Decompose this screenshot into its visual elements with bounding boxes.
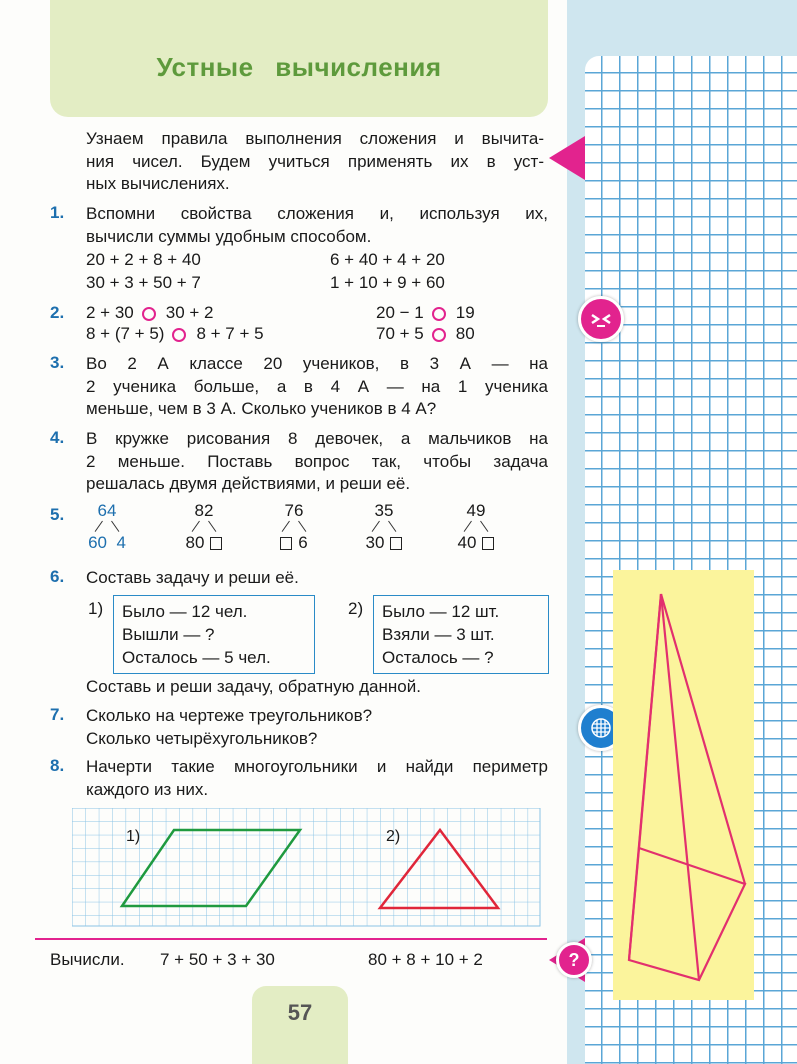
task-number: 4.: [50, 428, 65, 447]
page-number-tab: [252, 986, 348, 1064]
task1-text: Вспомни свойства сложения и, используя их, вычисли суммы удобным способом.: [86, 204, 548, 246]
compare-circle-icon: [432, 307, 446, 321]
polygon-grid: [72, 808, 542, 928]
task4-text: В кружке рисования 8 девочек, а мальчиков на 2 меньше. Поставь вопрос так, чтобы задача решалась двумя действиями, и реши её.: [86, 429, 548, 493]
expression: 80 + 8 + 10 + 2: [368, 950, 483, 969]
divider: [35, 938, 547, 940]
empty-box-icon: [390, 537, 402, 550]
comparison: 8 + (7 + 5) 8 + 7 + 5: [86, 324, 264, 343]
condition-box: Было — 12 шт. Взяли — 3 шт. Осталось — ?: [373, 595, 549, 674]
number-tree: 76 6: [266, 501, 322, 553]
number-tree: 64 60 4: [82, 501, 132, 553]
expression: 1 + 10 + 9 + 60: [330, 273, 445, 292]
empty-box-icon: [482, 537, 494, 550]
task-number: 8.: [50, 756, 65, 775]
task-number: 3.: [50, 353, 65, 372]
pyramid-drawing: [613, 570, 754, 1000]
task-number: 5.: [50, 505, 65, 524]
figure-label: 2): [386, 828, 401, 845]
marker-triangle-icon: [549, 136, 585, 180]
expression: 6 + 40 + 4 + 20: [330, 250, 445, 269]
box-label: 1): [88, 599, 104, 618]
intro-text: Узнаем правила выполнения сложения и вычита- ния чисел. Будем учиться применять их в уст- ных вычислениях.: [86, 129, 544, 193]
figure-label: 1): [126, 828, 141, 845]
comparison: 20 − 1 19: [376, 303, 475, 322]
comparison: 70 + 5 80: [376, 324, 475, 343]
compare-circle-icon: [172, 328, 186, 342]
title-banner: [50, 0, 548, 117]
bottom-label: Вычисли.: [50, 950, 125, 969]
task7-text: Сколько на чертеже треугольников? Сколько четырёхугольников?: [86, 706, 373, 748]
expression: 20 + 2 + 8 + 40: [86, 250, 201, 269]
task-number: 6.: [50, 567, 65, 586]
task6-text: Составь задачу и реши её.: [86, 568, 299, 587]
number-tree: 82 80: [176, 501, 232, 553]
task8-text: Начерти такие многоугольники и найди периметр каждого из них.: [86, 757, 548, 799]
box-label: 2): [348, 599, 364, 618]
compare-circle-icon: [432, 328, 446, 342]
page-title: Устные вычисления: [156, 52, 442, 82]
number-tree: 35 30: [356, 501, 412, 553]
empty-box-icon: [280, 537, 292, 550]
task-number: 7.: [50, 705, 65, 724]
page-number: 57: [287, 1000, 313, 1025]
condition-box: Было — 12 чел. Вышли — ? Осталось — 5 чел.: [113, 595, 315, 674]
pair-work-icon: [578, 296, 624, 342]
task6-after: Составь и реши задачу, обратную данной.: [86, 677, 421, 696]
expression: 7 + 50 + 3 + 30: [160, 950, 275, 969]
task-number: 1.: [50, 203, 65, 222]
empty-box-icon: [210, 537, 222, 550]
task3-text: Во 2 А классе 20 учеников, в 3 А — на 2 ученика больше, а в 4 А — на 1 ученика меньше, чем в 3 А. Сколько учеников в 4 А?: [86, 354, 548, 418]
number-tree: 49 40: [448, 501, 504, 553]
question-icon: ?: [556, 942, 592, 978]
compare-circle-icon: [142, 307, 156, 321]
comparison: 2 + 30 30 + 2: [86, 303, 214, 322]
task-number: 2.: [50, 303, 65, 322]
expression: 30 + 3 + 50 + 7: [86, 273, 201, 292]
